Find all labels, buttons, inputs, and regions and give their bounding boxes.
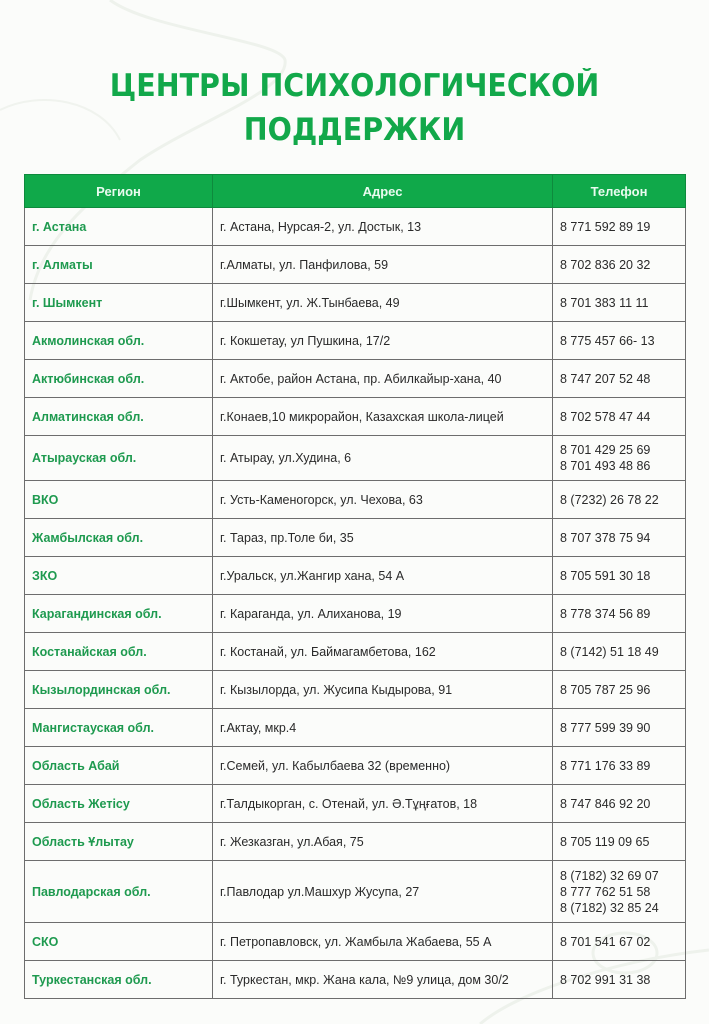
- region-cell: Жамбылская обл.: [25, 519, 213, 557]
- region-cell: Область Ұлытау: [25, 823, 213, 861]
- table-row: [25, 360, 686, 398]
- phone-cell: [553, 709, 686, 747]
- phone-cell: [553, 923, 686, 961]
- table-row: [25, 671, 686, 709]
- phone-cell: [553, 284, 686, 322]
- phone-number[interactable]: 8 701 493 48 86: [560, 459, 651, 473]
- phone-number[interactable]: 8 (7182) 32 85 24: [560, 900, 659, 915]
- phone-number[interactable]: 8 702 991 31 38: [560, 972, 651, 987]
- phone-number[interactable]: 8 707 378 75 94: [560, 530, 651, 545]
- region-cell: Костанайская обл.: [25, 633, 213, 671]
- phone-cell: [553, 861, 686, 923]
- region-cell: Карагандинская обл.: [25, 595, 213, 633]
- phone-cell: [553, 595, 686, 633]
- table-row: [25, 923, 686, 961]
- table-body: [25, 208, 686, 999]
- address-cell: г. Тараз, пр.Толе би, 35: [213, 519, 553, 557]
- region-cell: СКО: [25, 923, 213, 961]
- column-header-phone: Телефон: [553, 175, 686, 208]
- address-cell: г.Семей, ул. Кабылбаева 32 (временно): [213, 747, 553, 785]
- region-cell: Актюбинская обл.: [25, 360, 213, 398]
- address-cell: г. Кокшетау, ул Пушкина, 17/2: [213, 322, 553, 360]
- table-row: [25, 961, 686, 999]
- phone-number[interactable]: 8 705 119 09 65: [560, 834, 650, 849]
- address-cell: г.Павлодар ул.Машхур Жусупа, 27: [213, 861, 553, 923]
- column-header-address: Адрес: [213, 175, 553, 208]
- phone-number[interactable]: 8 747 207 52 48: [560, 371, 651, 386]
- phone-number[interactable]: 8 777 762 51 58: [560, 884, 651, 899]
- phone-number[interactable]: 8 (7232) 26 78 22: [560, 492, 659, 507]
- table-row: [25, 284, 686, 322]
- table-header-row: [25, 175, 686, 208]
- centers-table: [24, 174, 686, 999]
- region-cell: ВКО: [25, 481, 213, 519]
- phone-number[interactable]: 8 777 599 39 90: [560, 720, 651, 735]
- phone-cell: [553, 360, 686, 398]
- table-row: [25, 557, 686, 595]
- phone-cell: [553, 436, 686, 481]
- page-title: [28, 64, 680, 152]
- phone-cell: [553, 961, 686, 999]
- table-row: [25, 861, 686, 923]
- table-row: [25, 747, 686, 785]
- address-cell: г. Туркестан, мкр. Жана кала, №9 улица, дом 30/2: [213, 961, 553, 999]
- region-cell: Туркестанская обл.: [25, 961, 213, 999]
- phone-number[interactable]: 8 705 591 30 18: [560, 568, 651, 583]
- address-cell: г.Шымкент, ул. Ж.Тынбаева, 49: [213, 284, 553, 322]
- table-row: [25, 398, 686, 436]
- column-header-region: Регион: [25, 175, 213, 208]
- address-cell: г.Конаев,10 микрорайон, Казахская школа-лицей: [213, 398, 553, 436]
- address-cell: г.Алматы, ул. Панфилова, 59: [213, 246, 553, 284]
- phone-number[interactable]: 8 778 374 56 89: [560, 606, 651, 621]
- region-cell: Алматинская обл.: [25, 398, 213, 436]
- page-title-line-1: ЦЕНТРЫ ПСИХОЛОГИЧЕСКОЙ: [109, 68, 600, 104]
- phone-cell: [553, 322, 686, 360]
- address-cell: г. Астана, Нурсая-2, ул. Достык, 13: [213, 208, 553, 246]
- region-cell: Область Абай: [25, 747, 213, 785]
- phone-number[interactable]: 8 775 457 66- 13: [560, 333, 655, 348]
- region-cell: г. Алматы: [25, 246, 213, 284]
- phone-number[interactable]: 8 705 787 25 96: [560, 682, 651, 697]
- table-row: [25, 709, 686, 747]
- phone-number[interactable]: 8 702 578 47 44: [560, 409, 651, 424]
- phone-number[interactable]: 8 (7142) 51 18 49: [560, 644, 659, 659]
- table-row: [25, 246, 686, 284]
- region-cell: Атырауская обл.: [25, 436, 213, 481]
- region-cell: Кызылординская обл.: [25, 671, 213, 709]
- region-cell: Область Жетісу: [25, 785, 213, 823]
- address-cell: г. Караганда, ул. Алиханова, 19: [213, 595, 553, 633]
- region-cell: г. Астана: [25, 208, 213, 246]
- phone-cell: [553, 481, 686, 519]
- phone-number[interactable]: 8 771 592 89 19: [560, 219, 651, 234]
- phone-cell: [553, 633, 686, 671]
- phone-number[interactable]: 8 701 541 67 02: [560, 934, 651, 949]
- address-cell: г. Петропавловск, ул. Жамбыла Жабаева, 55 А: [213, 923, 553, 961]
- phone-number[interactable]: 8 701 383 11 11: [560, 295, 649, 310]
- phone-cell: [553, 398, 686, 436]
- address-cell: г. Костанай, ул. Баймагамбетова, 162: [213, 633, 553, 671]
- table-row: [25, 481, 686, 519]
- table-row: [25, 785, 686, 823]
- phone-number[interactable]: 8 771 176 33 89: [560, 758, 651, 773]
- table-row: [25, 436, 686, 481]
- address-cell: г. Атырау, ул.Худина, 6: [213, 436, 553, 481]
- phone-cell: [553, 519, 686, 557]
- table-row: [25, 633, 686, 671]
- address-cell: г. Кызылорда, ул. Жусипа Кыдырова, 91: [213, 671, 553, 709]
- phone-cell: [553, 208, 686, 246]
- address-cell: г.Талдыкорган, с. Отенай, ул. Ә.Тұңғатов, 18: [213, 785, 553, 823]
- region-cell: Павлодарская обл.: [25, 861, 213, 923]
- phone-number[interactable]: 8 747 846 92 20: [560, 796, 651, 811]
- region-cell: г. Шымкент: [25, 284, 213, 322]
- table-row: [25, 208, 686, 246]
- address-cell: г.Уральск, ул.Жангир хана, 54 А: [213, 557, 553, 595]
- table-row: [25, 519, 686, 557]
- phone-cell: [553, 823, 686, 861]
- address-cell: г. Актобе, район Астана, пр. Абилкайыр-хана, 40: [213, 360, 553, 398]
- region-cell: Акмолинская обл.: [25, 322, 213, 360]
- phone-cell: [553, 246, 686, 284]
- phone-number[interactable]: 8 702 836 20 32: [560, 257, 651, 272]
- address-cell: г. Усть-Каменогорск, ул. Чехова, 63: [213, 481, 553, 519]
- table-row: [25, 322, 686, 360]
- phone-cell: [553, 747, 686, 785]
- phone-cell: [553, 557, 686, 595]
- region-cell: Мангистауская обл.: [25, 709, 213, 747]
- region-cell: ЗКО: [25, 557, 213, 595]
- phone-number[interactable]: 8 701 429 25 69: [560, 443, 651, 457]
- table-row: [25, 595, 686, 633]
- address-cell: г. Жезказган, ул.Абая, 75: [213, 823, 553, 861]
- phone-cell: [553, 785, 686, 823]
- table-row: [25, 823, 686, 861]
- page-title-line-2: ПОДДЕРЖКИ: [243, 112, 466, 148]
- address-cell: г.Актау, мкр.4: [213, 709, 553, 747]
- phone-number[interactable]: 8 (7182) 32 69 07: [560, 868, 659, 883]
- phone-cell: [553, 671, 686, 709]
